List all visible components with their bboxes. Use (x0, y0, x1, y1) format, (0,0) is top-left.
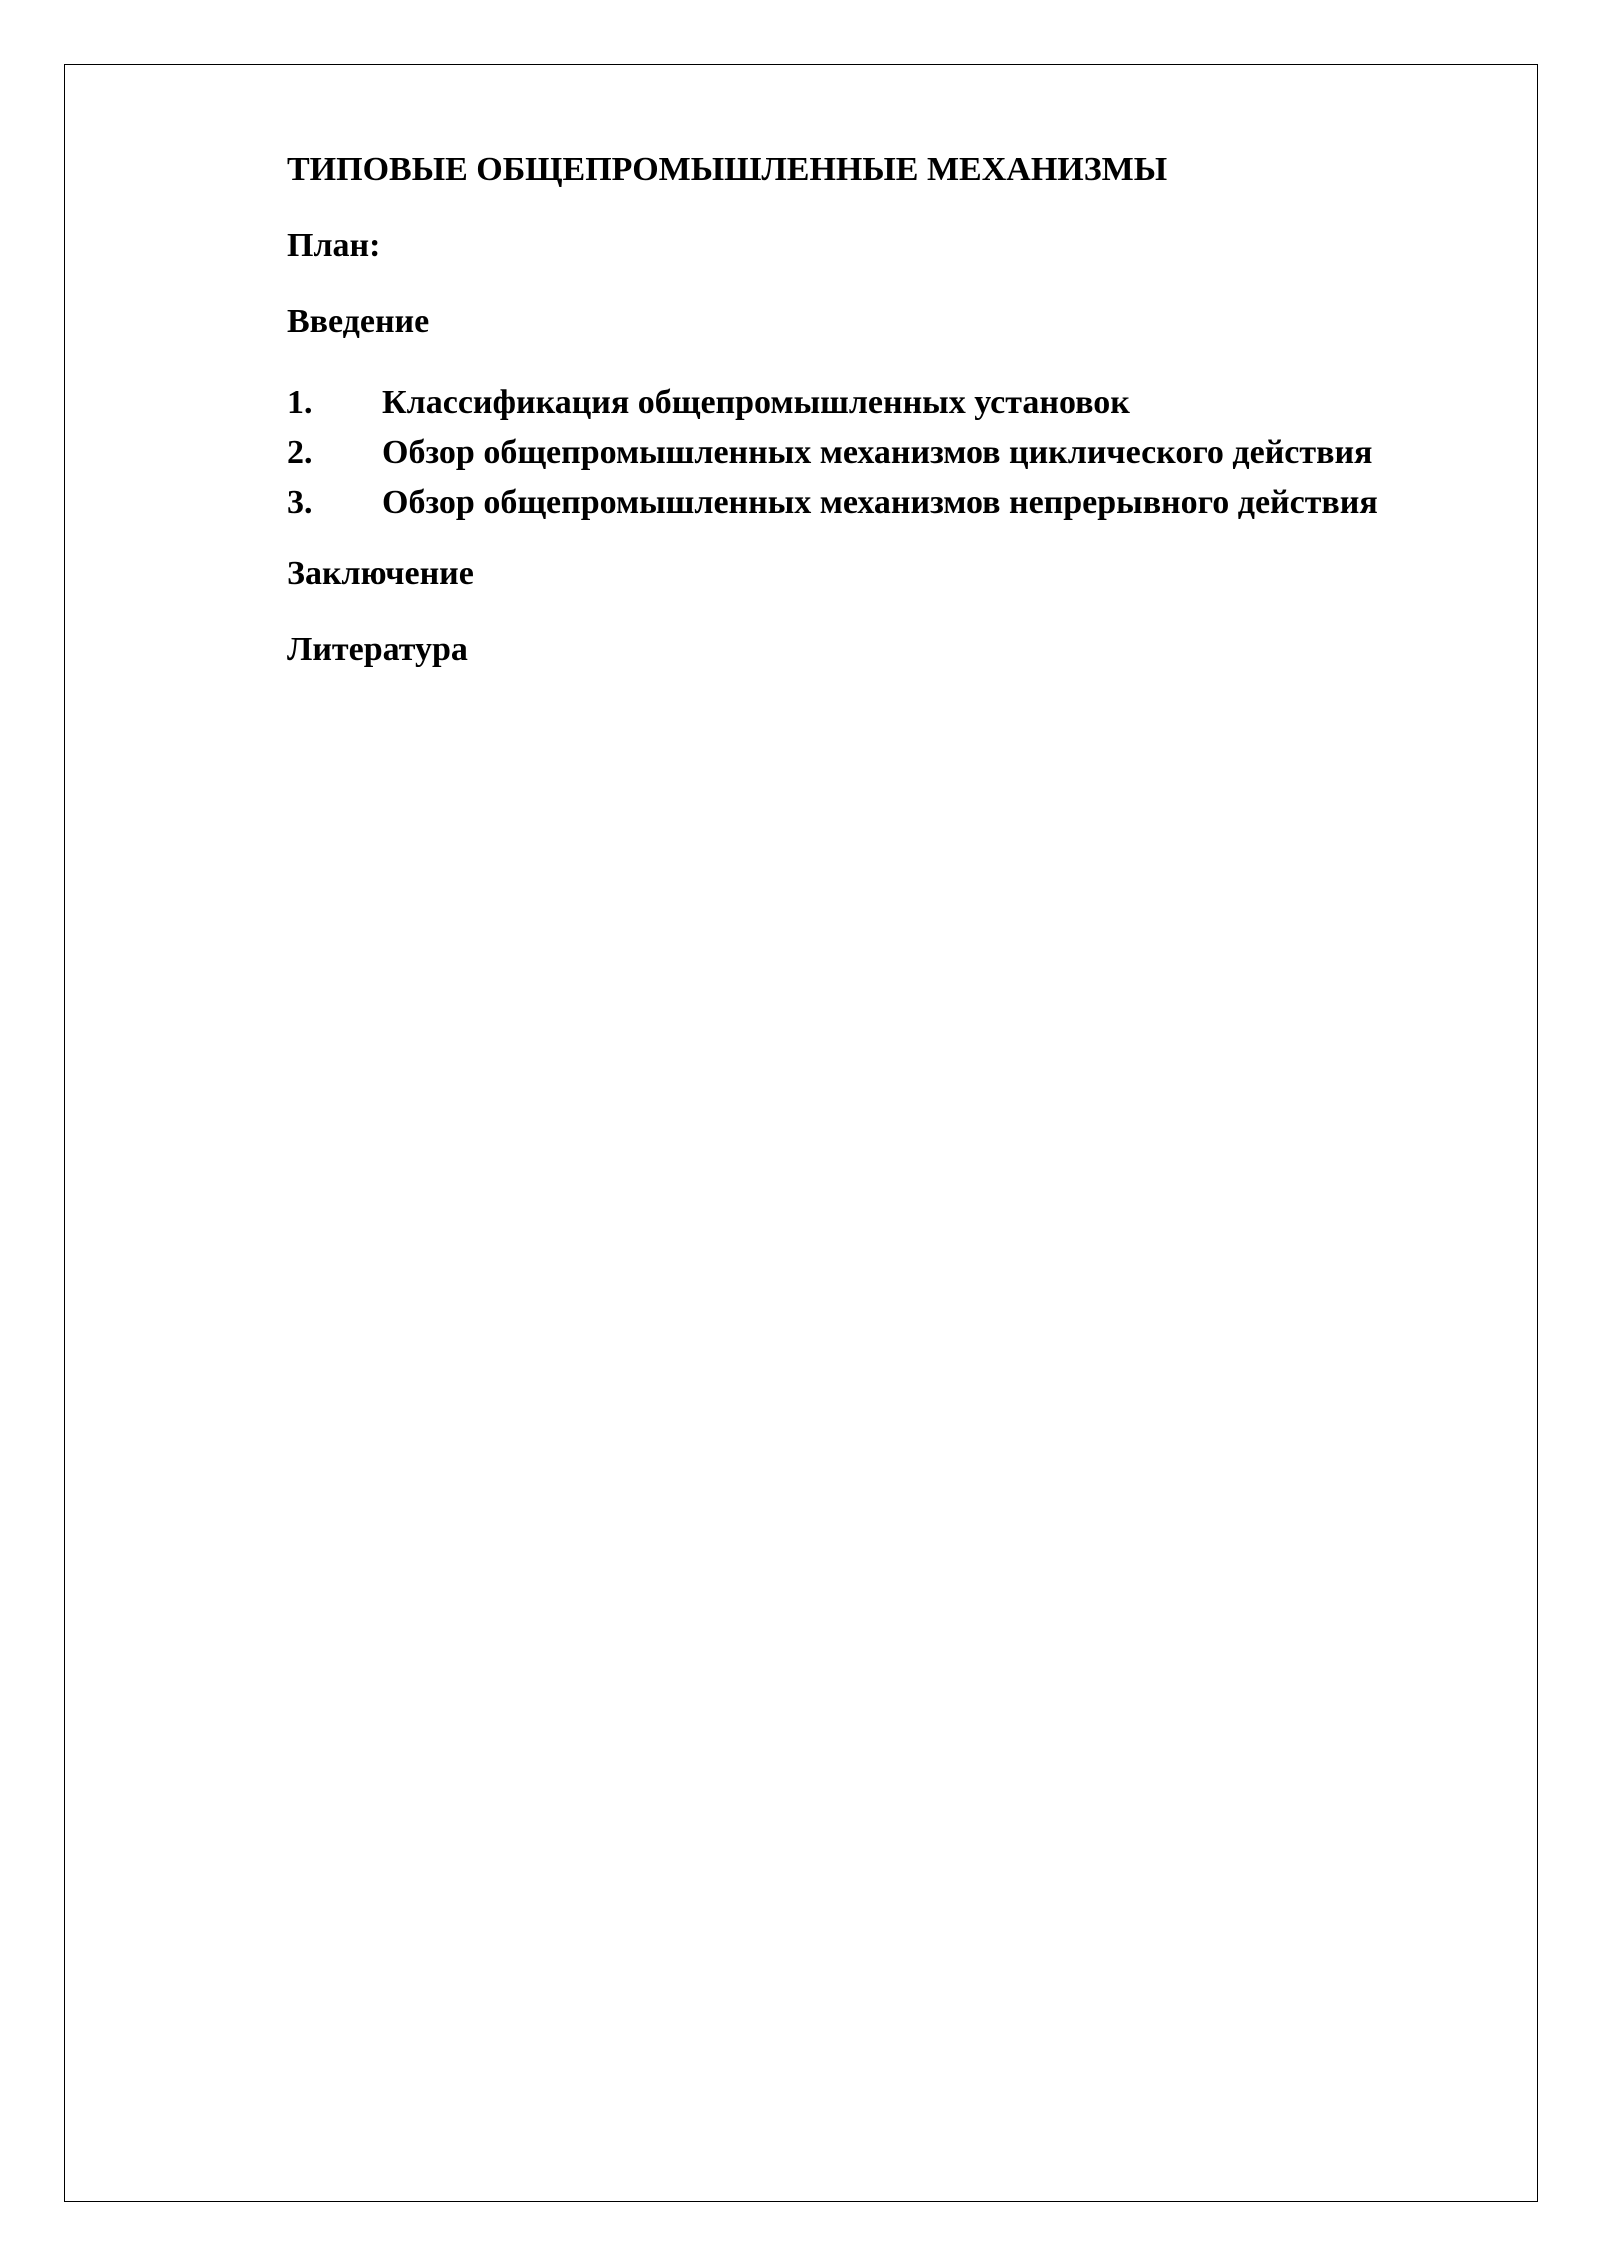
toc-conclusion: Заключение (287, 555, 474, 592)
toc-item-number: 2. (287, 434, 313, 471)
toc-item-number: 1. (287, 384, 313, 421)
toc-literature: Литература (287, 631, 468, 668)
toc-item-number: 3. (287, 484, 313, 521)
toc-item (287, 428, 1527, 478)
toc-item-text: Классификация общепромышленных установок (382, 384, 1130, 421)
toc-item (287, 478, 1527, 528)
document-title: ТИПОВЫЕ ОБЩЕПРОМЫШЛЕННЫЕ МЕХАНИЗМЫ (287, 151, 1168, 188)
toc-item (287, 378, 1527, 428)
plan-label: План: (287, 227, 381, 264)
toc-item-text: Обзор общепромышленных механизмов циклического действия (382, 434, 1373, 471)
toc-item-text: Обзор общепромышленных механизмов непрерывного действия (382, 484, 1378, 521)
document-body (287, 150, 1527, 670)
toc-intro: Введение (287, 303, 430, 340)
toc-list (287, 378, 1527, 528)
